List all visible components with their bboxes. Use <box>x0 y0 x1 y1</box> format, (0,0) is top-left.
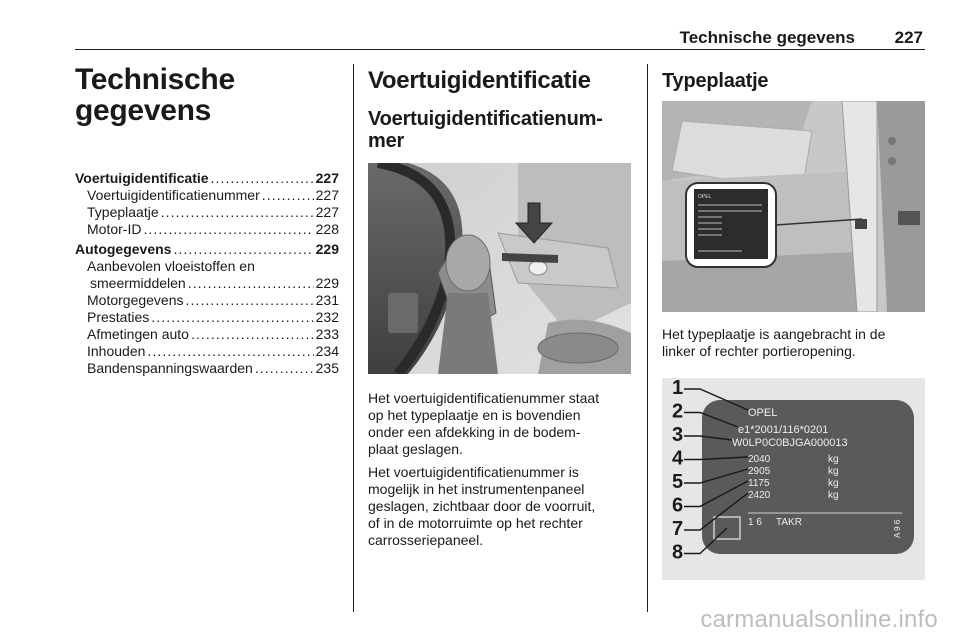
toc-leader <box>191 326 314 343</box>
plate-brand: OPEL <box>748 407 778 419</box>
text-line: geslagen, zichtbaar door de voorruit, <box>368 498 596 514</box>
callout-number: 6 <box>672 494 684 517</box>
toc-page: 229 <box>315 241 339 257</box>
toc-entry[interactable] <box>75 241 339 258</box>
toc-page: 231 <box>315 292 339 308</box>
header-title: Technische gegevens <box>679 28 855 47</box>
callout-number: 4 <box>672 447 684 470</box>
text-line: Het typeplaatje is aangebracht in de <box>662 326 886 342</box>
toc-page: 229 <box>315 275 339 291</box>
toc-page: 227 <box>315 170 339 186</box>
text-line: linker of rechter portieropening. <box>662 343 856 359</box>
plate-weight-3: 1175 <box>748 478 770 489</box>
subsection-title-vin: Voertuigidentificatienum- mer <box>368 108 603 152</box>
toc-label: Voertuigidentificatienummer <box>87 187 260 203</box>
svg-text:OPEL: OPEL <box>698 194 712 200</box>
toc-label: smeermiddelen <box>90 275 186 291</box>
plate-vin: W0LP0C0BJGA000013 <box>732 437 848 449</box>
text-line: mogelijk in het instrumentenpaneel <box>368 481 585 497</box>
text-line: op het typeplaatje en is bovendien <box>368 407 581 423</box>
text-line: onder een afdekking in de bodem- <box>368 424 581 440</box>
toc-leader <box>143 221 313 238</box>
toc-entry[interactable] <box>75 221 339 238</box>
plate-weight-2: 2905 <box>748 466 771 477</box>
toc-page: 235 <box>315 360 339 376</box>
typeplate-door-photo <box>662 101 925 312</box>
toc-leader <box>186 292 314 309</box>
toc-entry[interactable] <box>75 258 339 275</box>
column-divider <box>353 64 354 612</box>
toc-entry[interactable] <box>75 309 339 326</box>
toc-label: Autogegevens <box>75 241 172 257</box>
callout-number: 7 <box>672 518 684 540</box>
plate-side-code: A 9 6 <box>893 519 902 538</box>
page-number: 227 <box>894 28 923 47</box>
toc-leader <box>188 275 314 292</box>
text-line: Het voertuigidentificatienummer is <box>368 464 579 480</box>
toc-leader <box>262 187 314 204</box>
toc-entry[interactable] <box>75 292 339 309</box>
plate-unit-4: kg <box>828 490 839 501</box>
toc-label: Prestaties <box>87 309 150 325</box>
vin-paragraph-2 <box>368 464 636 549</box>
plate-weight-4: 2420 <box>748 490 771 501</box>
toc-page: 227 <box>315 204 339 220</box>
plate-weight-1: 2040 <box>748 454 771 465</box>
toc-entry[interactable] <box>75 170 339 187</box>
typeplate-paragraph <box>662 326 930 360</box>
toc-label: Voertuigidentificatie <box>75 170 209 186</box>
plate-bottom-code: 1 6 <box>748 517 762 528</box>
toc-page: 227 <box>315 187 339 203</box>
toc-entry[interactable] <box>75 187 339 204</box>
text-line: plaat geslagen. <box>368 441 463 457</box>
toc-label: Aanbevolen vloeistoffen en <box>87 258 255 274</box>
plate-unit-1: kg <box>828 454 839 465</box>
page-header <box>75 28 925 50</box>
text-line: of in de motorruimte op het rechter <box>368 515 583 531</box>
text-line: carrosseriepaneel. <box>368 532 484 548</box>
toc-entry[interactable] <box>75 360 339 377</box>
toc-entry[interactable] <box>75 343 339 360</box>
typeplate-diagram <box>662 378 925 580</box>
plate-approval-number: e1*2001/116*0201 <box>738 424 829 436</box>
callout-number: 8 <box>672 541 684 564</box>
toc-label: Motor-ID <box>87 221 142 237</box>
plate-unit-3: kg <box>828 478 839 489</box>
toc-entry[interactable] <box>75 204 339 221</box>
vin-location-photo <box>368 163 631 374</box>
toc-entry[interactable] <box>75 275 339 292</box>
typeplate-title: Typeplaatje <box>662 70 769 92</box>
toc-label: Motorgegevens <box>87 292 184 308</box>
toc-page: 233 <box>315 326 339 342</box>
text-line: Het voertuigidentificatienummer staat <box>368 390 600 406</box>
plate-bottom-text: TAKR <box>776 517 802 528</box>
table-of-contents <box>75 170 339 377</box>
toc-label: Typeplaatje <box>87 204 159 220</box>
toc-page: 234 <box>315 343 339 359</box>
toc-leader <box>151 309 313 326</box>
toc-leader <box>161 204 314 221</box>
toc-entry[interactable] <box>75 326 339 343</box>
toc-leader <box>147 343 313 360</box>
column-divider <box>647 64 648 612</box>
toc-label: Afmetingen auto <box>87 326 189 342</box>
toc-label: Inhouden <box>87 343 146 359</box>
callout-number: 2 <box>672 400 684 423</box>
toc-leader <box>211 170 314 187</box>
callout-number: 1 <box>672 378 684 399</box>
toc-page: 232 <box>315 309 339 325</box>
toc-leader <box>173 241 313 258</box>
callout-number: 5 <box>672 471 684 493</box>
toc-label: Bandenspanningswaarden <box>87 360 253 376</box>
toc-leader <box>255 360 314 377</box>
watermark: carmanualsonline.info <box>700 606 938 633</box>
vin-paragraph-1 <box>368 390 636 458</box>
callout-number: 3 <box>672 424 684 446</box>
section-title: Voertuigidentificatie <box>368 67 591 94</box>
chapter-title: Technische gegevens <box>75 63 235 127</box>
toc-page: 228 <box>315 221 339 237</box>
plate-unit-2: kg <box>828 466 839 477</box>
